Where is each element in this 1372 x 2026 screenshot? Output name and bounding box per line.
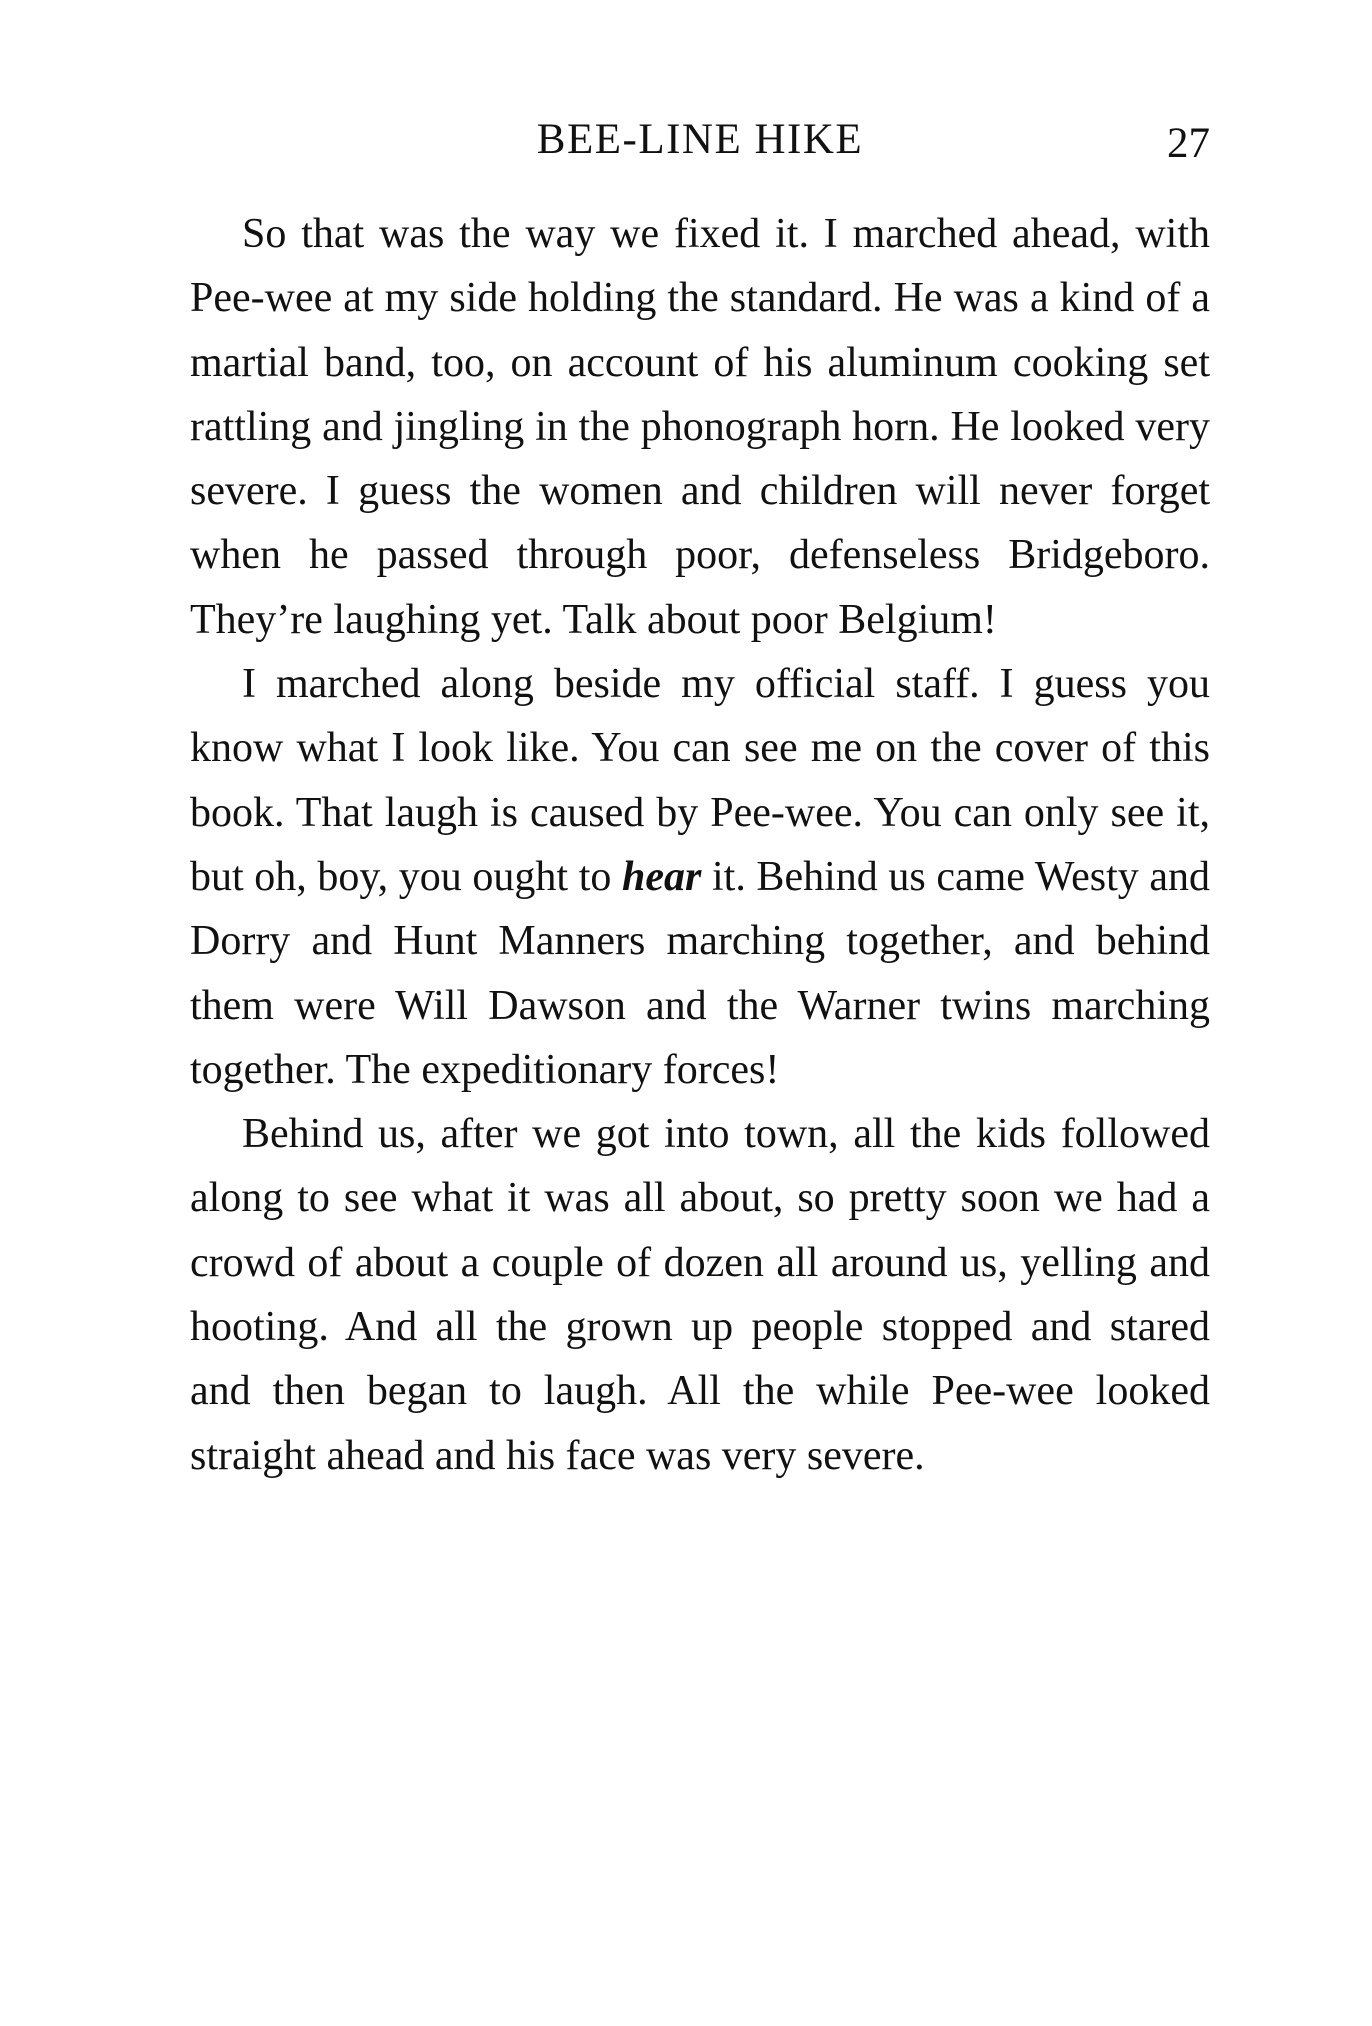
- page-number: 27: [1167, 120, 1210, 167]
- paragraph-1: [190, 202, 1210, 652]
- paragraph-2: [190, 652, 1210, 1102]
- body-text: [190, 202, 1210, 1488]
- paragraph-text: Behind us, after we got into town, all the kids followed along to see what it was all about, so pretty soon we had a crowd of about a couple of dozen all around us, yelling and hooting. And all the grown up people stopped and stared and then began to laugh. All the while Pee-wee looked straight ahead and his face was very severe.: [190, 1111, 1210, 1479]
- running-head: [190, 110, 1210, 170]
- paragraph-text: I marched along beside my official staff. I guess you know what I look like. You can see me on the cover of this book. That laugh is caused by Pee-wee. You can only see it, but oh, boy, you ought to: [190, 661, 1210, 900]
- running-title: BEE-LINE HIKE: [536, 116, 864, 163]
- emphasized-word: hear: [622, 853, 702, 900]
- paragraph-text: So that was the way we fixed it. I marched ahead, with Pee-wee at my side holding the standard. He was a kind of a martial band, too, on account of his aluminum cooking set rattling and jingling in the phonograph horn. He looked very severe. I guess the women and children will never forget when he passed through poor, defenseless Bridgeboro. They’re laughing yet. Talk about poor Belgium!: [190, 211, 1210, 643]
- paragraph-text: it. Behind us came Westy and Dorry and Hunt Manners marching together, and behind them were Will Dawson and the Warner twins marching together. The expeditionary forces!: [190, 853, 1210, 1093]
- paragraph-3: [190, 1102, 1210, 1488]
